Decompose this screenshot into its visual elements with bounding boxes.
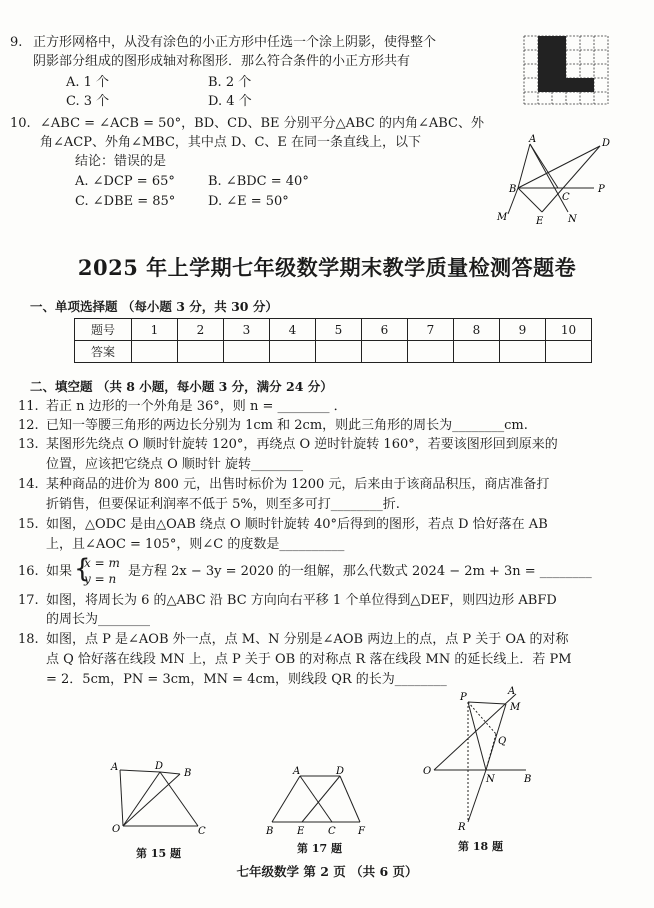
- fig18-label-b: B: [524, 774, 532, 785]
- fig15-label-o: O: [112, 824, 121, 835]
- q10-option-d: D. ∠E = 50°: [208, 194, 289, 209]
- q9-number: 9.: [10, 35, 23, 50]
- question-number-cell: 2: [178, 319, 224, 341]
- q16-pre: 如果: [46, 564, 73, 579]
- q18-number: 18.: [18, 632, 39, 647]
- answer-table: [74, 318, 592, 363]
- q9-option-c: C. 3 个: [66, 94, 110, 109]
- fig17-label-e: E: [297, 826, 305, 837]
- q12-number: 12.: [18, 418, 39, 433]
- fig15-label-c: C: [198, 826, 206, 837]
- question-number-cell: 9: [500, 319, 546, 341]
- q14-text-line1: 某种商品的进价为 800 元，出售时标价为 1200 元，后来由于该商品积压，商店准备打: [46, 477, 550, 492]
- question-number-cell: 8: [454, 319, 500, 341]
- q10-label-n: N: [568, 214, 577, 225]
- q13-number: 13.: [18, 437, 39, 452]
- q10-text-line1: ∠ABC = ∠ACB = 50°，BD、CD、BE 分别平分△ABC 的内角∠ABC、外: [40, 116, 484, 131]
- q9-option-a: A. 1 个: [66, 75, 110, 90]
- answer-cell[interactable]: [454, 341, 500, 363]
- page-footer: 七年级数学 第 2 页 （共 6 页）: [236, 864, 418, 879]
- fig18-label-a: A: [508, 686, 516, 697]
- fig17-diagram: [262, 764, 382, 840]
- question-number-cell: 10: [546, 319, 592, 341]
- q10-option-c: C. ∠DBE = 85°: [75, 194, 176, 209]
- fig17-label-d: D: [336, 766, 345, 777]
- q14-text-line2: 折销售，但要保证利润率不低于 5%，则至多可打________折.: [46, 497, 400, 512]
- answer-table-answer-row: [75, 341, 592, 363]
- q9-option-d: D. 4 个: [208, 94, 252, 109]
- fig15-label-a: A: [111, 762, 119, 773]
- fig15-diagram: [108, 758, 218, 838]
- fig18-label-o: O: [423, 766, 432, 777]
- answer-table-header-label: 题号: [75, 319, 132, 341]
- answer-cell[interactable]: [546, 341, 592, 363]
- q10-label-p: P: [598, 184, 605, 195]
- q9-grid-figure: [522, 34, 610, 106]
- q18-text-line3: = 2．5cm，PN = 3cm，MN = 4cm，则线段 QR 的长为________: [46, 672, 447, 687]
- answer-cell[interactable]: [224, 341, 270, 363]
- fig15-label-b: B: [184, 768, 192, 779]
- q10-number: 10.: [10, 116, 31, 131]
- q11-text: 若正 n 边形的一个外角是 36°，则 n = ________ ．: [46, 399, 347, 414]
- answer-cell[interactable]: [132, 341, 178, 363]
- q15-text-line2: 上，且∠AOC = 105°，则∠C 的度数是__________: [46, 537, 345, 552]
- q18-text-line1: 如图，点 P 是∠AOB 外一点，点 M、N 分别是∠AOB 两边上的点，点 P 关于 OA 的对称: [46, 632, 569, 647]
- answer-cell[interactable]: [270, 341, 316, 363]
- fig17-label-f: F: [358, 826, 365, 837]
- q15-number: 15.: [18, 517, 39, 532]
- fig17-label-b: B: [266, 826, 274, 837]
- q9-text-line1: 正方形网格中，从没有涂色的小正方形中任选一个涂上阴影，使得整个: [33, 35, 437, 50]
- q10-text-line2: 角∠ACP、外角∠MBC，其中点 D、C、E 在同一条直线上，以下: [40, 135, 422, 150]
- q18-text-line2: 点 Q 恰好落在线段 MN 上，点 P 关于 OB 的对称点 R 落在线段 MN 的延长线上．若 PM: [46, 652, 572, 667]
- question-number-cell: 3: [224, 319, 270, 341]
- q10-option-a: A. ∠DCP = 65°: [75, 174, 175, 189]
- answer-table-answer-label: 答案: [75, 341, 132, 363]
- question-number-cell: 4: [270, 319, 316, 341]
- q10-label-e: E: [536, 216, 544, 227]
- page-title: 2025 年上学期七年级数学期末教学质量检测答题卷: [77, 255, 577, 280]
- q10-option-b: B. ∠BDC = 40°: [208, 174, 309, 189]
- q10-label-d: D: [602, 138, 611, 149]
- fig15-caption: 第 15 题: [136, 847, 181, 860]
- q16-system-eq1: x = m: [84, 556, 120, 570]
- fig17-caption: 第 17 题: [297, 842, 342, 855]
- q16-brace: {: [74, 554, 91, 584]
- answer-table-number-row: [75, 319, 592, 341]
- q13-text-line1: 某图形先绕点 O 顺时针旋转 120°，再绕点 O 逆时针旋转 160°，若要该图形回到原来的: [46, 437, 558, 452]
- q16-text: 是方程 2x − 3y = 2020 的一组解，那么代数式 2024 − 2m + 3n = ________: [128, 564, 592, 579]
- fig15-label-d: D: [155, 761, 164, 772]
- answer-cell[interactable]: [362, 341, 408, 363]
- answer-cell[interactable]: [408, 341, 454, 363]
- fig17-label-c: C: [328, 826, 336, 837]
- question-number-cell: 5: [316, 319, 362, 341]
- q10-figure: [490, 130, 620, 230]
- fig18-label-m: M: [510, 702, 521, 713]
- section2-heading: 二、填空题 （共 8 小题，每小题 3 分，满分 24 分）: [30, 379, 333, 394]
- fig18-label-r: R: [458, 822, 466, 833]
- question-number-cell: 6: [362, 319, 408, 341]
- question-number-cell: 7: [408, 319, 454, 341]
- answer-cell[interactable]: [500, 341, 546, 363]
- q10-label-c: C: [562, 192, 570, 203]
- q17-number: 17.: [18, 593, 39, 608]
- section1-heading: 一、单项选择题 （每小题 3 分，共 30 分）: [30, 299, 278, 314]
- fig18-diagram: [420, 686, 540, 836]
- q16-system-eq2: y = n: [84, 572, 117, 586]
- q10-label-m: M: [497, 212, 508, 223]
- fig18-label-n: N: [486, 774, 495, 785]
- fig18-label-p: P: [460, 692, 467, 703]
- q13-text-line2: 位置，应该把它绕点 O 顺时针 旋转________: [46, 457, 304, 472]
- fig18-label-q: Q: [498, 736, 507, 747]
- q9-option-b: B. 2 个: [208, 75, 252, 90]
- answer-cell[interactable]: [178, 341, 224, 363]
- q10-label-a: A: [529, 134, 537, 145]
- q11-number: 11.: [18, 399, 39, 414]
- answer-cell[interactable]: [316, 341, 362, 363]
- q17-text-line1: 如图，将周长为 6 的△ABC 沿 BC 方向向右平移 1 个单位得到△DEF，则四边形 ABFD: [46, 593, 557, 608]
- q17-text-line2: 的周长为________: [46, 612, 151, 627]
- q14-number: 14.: [18, 477, 39, 492]
- q9-text-line2: 阴影部分组成的图形成轴对称图形．那么符合条件的小正方形共有: [33, 54, 411, 69]
- q16-number: 16.: [18, 564, 39, 579]
- q12-text: 已知一等腰三角形的两边长分别为 1cm 和 2cm，则此三角形的周长为________cm.: [46, 418, 528, 433]
- q10-text-line3: 结论：错误的是: [75, 154, 167, 169]
- fig18-caption: 第 18 题: [458, 840, 503, 853]
- q15-text-line1: 如图，△ODC 是由△OAB 绕点 O 顺时针旋转 40°后得到的图形，若点 D 恰好落在 AB: [46, 517, 548, 532]
- q10-label-b: B: [509, 184, 517, 195]
- question-number-cell: 1: [132, 319, 178, 341]
- fig17-label-a: A: [293, 766, 301, 777]
